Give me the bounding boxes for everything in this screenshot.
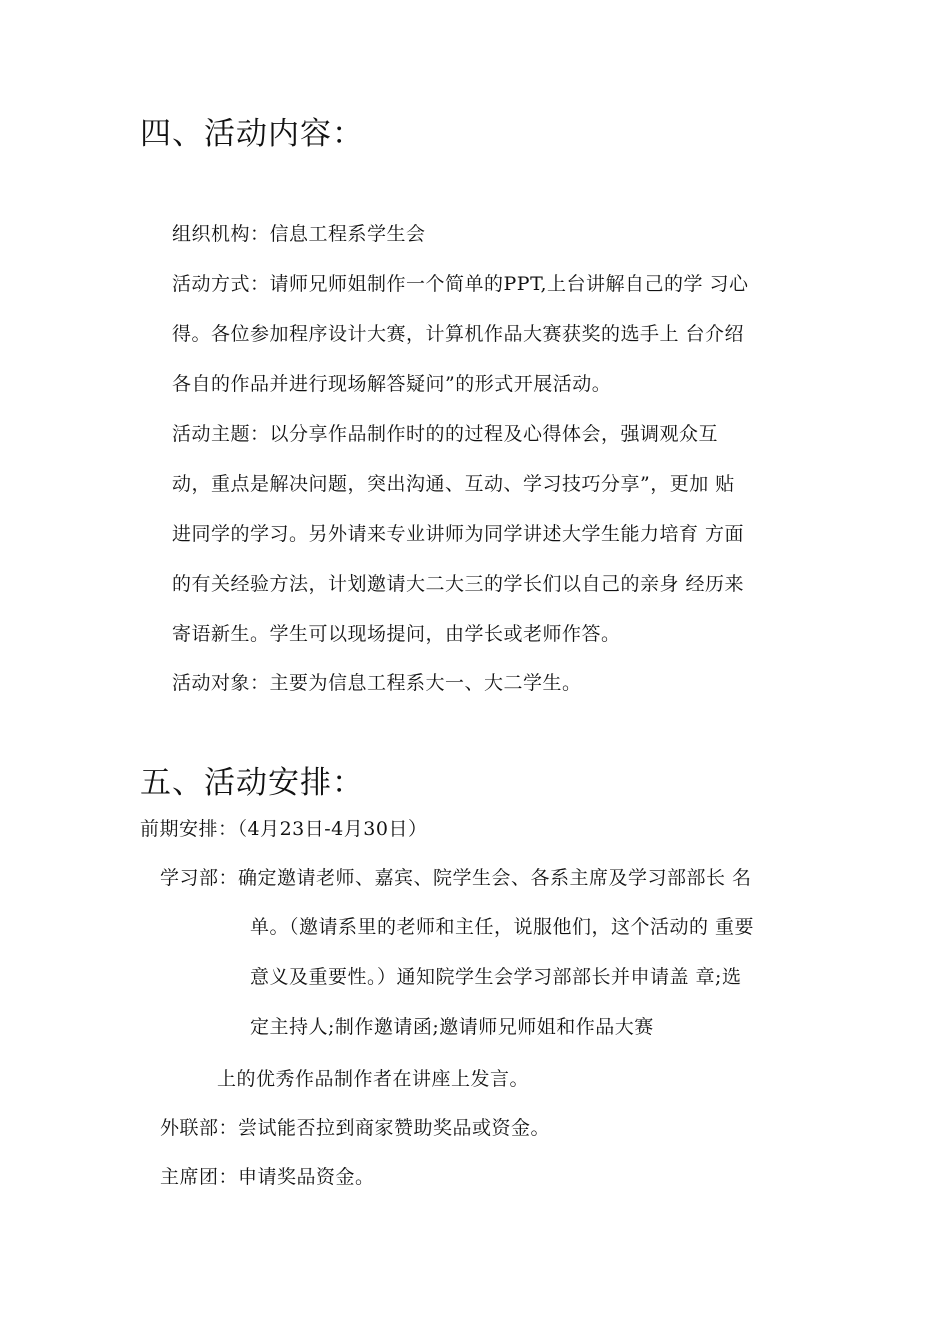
presidium-line: 主席团：申请奖品资金。 bbox=[160, 1166, 375, 1188]
external-dept-line: 外联部：尝试能否拉到商家赞助奖品或资金。 bbox=[160, 1117, 551, 1139]
theme-line-1: 活动主题：以分享作品制作时的的过程及心得体会，强调观众互 bbox=[172, 423, 719, 445]
section-5-heading: 五、活动安排： bbox=[140, 765, 364, 801]
study-dept-line-5: 上的优秀作品制作者在讲座上发言。 bbox=[217, 1068, 530, 1090]
organizer-line: 组织机构：信息工程系学生会 bbox=[172, 223, 426, 245]
theme-line-4: 的有关经验方法，计划邀请大二大三的学长们以自己的亲身 经历来 bbox=[172, 573, 745, 595]
study-dept-line-1: 学习部：确定邀请老师、嘉宾、院学生会、各系主席及学习部部长 名 bbox=[160, 867, 752, 889]
theme-line-3: 进同学的学习。另外请来专业讲师为同学讲述大学生能力培育 方面 bbox=[172, 523, 745, 545]
method-line-3: 各自的作品并进行现场解答疑问”的形式开展活动。 bbox=[172, 373, 612, 395]
theme-line-5: 寄语新生。学生可以现场提问，由学长或老师作答。 bbox=[172, 623, 621, 645]
method-line-1: 活动方式：请师兄师姐制作一个简单的PPT,上台讲解自己的学 习心 bbox=[172, 273, 749, 295]
section-4-heading: 四、活动内容： bbox=[140, 116, 364, 152]
early-plan-line: 前期安排：（4月23日-4月30日） bbox=[140, 818, 428, 840]
study-dept-line-4: 定主持人;制作邀请函;邀请师兄师姐和作品大赛 bbox=[250, 1016, 654, 1038]
study-dept-line-2: 单。（邀请系里的老师和主任，说服他们，这个活动的 重要 bbox=[250, 916, 755, 938]
method-line-2: 得。各位参加程序设计大赛，计算机作品大赛获奖的选手上 台介绍 bbox=[172, 323, 745, 345]
audience-line: 活动对象：主要为信息工程系大一、大二学生。 bbox=[172, 672, 582, 694]
theme-line-2: 动，重点是解决问题，突出沟通、互动、学习技巧分享”，更加 贴 bbox=[172, 473, 735, 495]
study-dept-line-3: 意义及重要性。）通知院学生会学习部部长并申请盖 章;选 bbox=[250, 966, 742, 988]
